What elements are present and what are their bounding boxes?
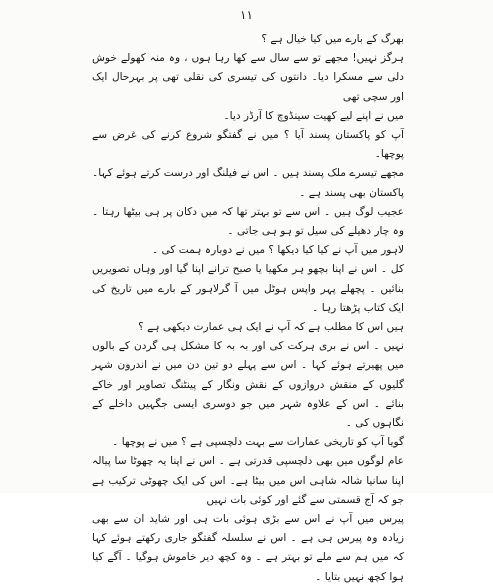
urdu-text-block — [92, 30, 404, 587]
paragraph: آپ کو پاکستان پسند آیا ؟ میں نے گفتگو شروع کرنے کی غرض سے پوچھا۔ — [92, 129, 404, 161]
paragraph: ہرگز نہیں! مجھے تو سے سال سے کھا رہا ہوں ، وہ منہ کھولے خوش دلی سے مسکرا دیا۔ دانتوں کی تیسری کی نقلی تھی پر بہرحال ایک اور سچی تھی — [92, 52, 404, 103]
page-number: ۱۱ — [240, 8, 253, 22]
paragraph: میں نے اپنے لیے کھیت سینڈوچ کا آرڈر دیا۔ — [223, 109, 404, 122]
paragraph: عام لوگوں میں بھی دلچسپی قدرتی ہے ۔ اس نے اپنا یہ چھوٹا سا پیالہ اپنا سانیا شالہ شاہی اس میں بیٹا ہے۔ اس کی ایک چھوٹی ترکیب ہے جو کہ آج قسمتی سے گئے اور کوئی بات نہیں — [92, 455, 404, 506]
paragraph: عجیب لوگ ہیں ۔ اس سے تو بہتر تھا کہ میں دکان پر ہی بیٹھا رہتا ۔ وہ چار دھیلے کی سیل تو ہو ہی جاتی ۔ — [92, 205, 404, 238]
paragraph: مجھے تیسرے ملک پسند ہیں ۔ اس نے فیلنگ اور درست کرتے ہوئے کہا۔ پاکستان بھی پسند ہے ۔ — [92, 167, 404, 199]
paragraph: کل ۔ اس نے اپنا بچھو ہر مکھیا یا صبح ترانے اپنا گیا اور وہاں تصویریں بنائیں ۔ پچھلے پہر واپس ہوٹل میں آ گرلاہور کے بارے میں تاریخ کی ایک کتاب پڑھتا رہا ۔ — [92, 263, 404, 314]
paragraph: گویا آپ کو تاریخی عمارات سے بہت دلچسپی ہے ؟ میں نے پوچھا ۔ — [112, 436, 404, 449]
paragraph: نہیں ۔ اس نے بری ہرکت کی اور بہ بہ کا مشکل ہی گردن کے بالوں میں پھیرتے ہوئے کہا ۔ اس سے پہلے دو تین دن میں نے اندرون شہر گلیوں کے منقش دروازوں کے نقش ونگار کے پینٹنگ تصاویر اور خاکے بنائے ۔ اس کے علاوہ شہر میں جو دوسری ایسی جگہیں داخلے کے نگاہوں کی ۔ — [92, 340, 404, 430]
paragraph: ہیں اس کا مطلب ہے کہ آپ نے ایک ہی عمارت دیکھی ہے ؟ — [138, 321, 404, 334]
paragraph: لاہور میں آپ نے کیا کیا دیکھا ؟ میں نے دوبارہ ہمت کی ۔ — [151, 244, 404, 257]
paragraph: بھرگ کے بارے میں کیا خیال ہے ؟ — [261, 33, 404, 45]
paragraph: پیرس میں آپ نے اس سے بڑی ہوئی بات ہی اور شاید ان سے بھی زیادہ وہ پیرس ہی ہے ۔ اس نے سلسلہ گفتگو جاری رکھتے ہوئے کہا کہ میں ہم سے ملے تو بہتر ہے ۔ وہ کچھ دیر خاموش ہوگیا ۔ آگے کیا ہوا کچھ نہیں بتایا ۔ — [92, 513, 404, 583]
